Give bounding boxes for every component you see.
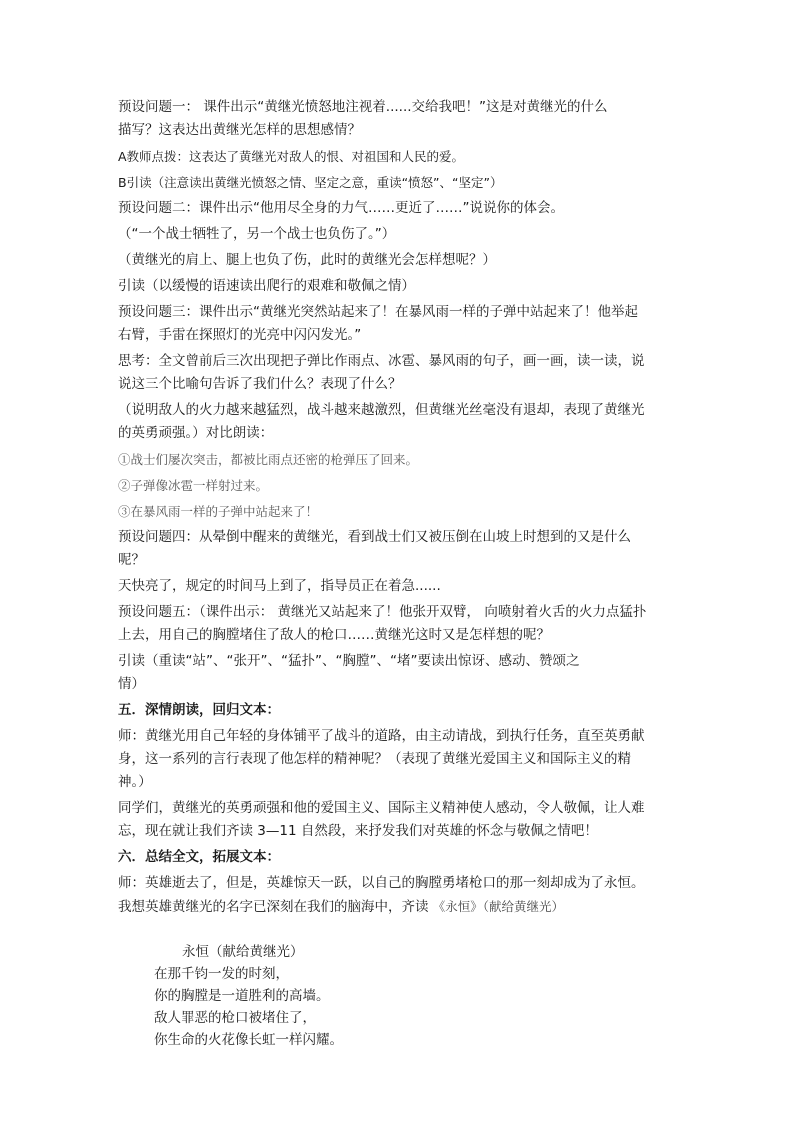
poem-line: 敌人罪恶的枪口被堵住了，	[154, 1010, 316, 1026]
paragraph-line: 师：黄继光用自己年轻的身体铺平了战斗的道路，由主动请战，到执行任务，直至英勇献	[118, 728, 645, 744]
paragraph-line: 思考：全文曾前后三次出现把子弹比作雨点、冰雹、暴风雨的句子，画一画，读一读，说	[118, 353, 645, 369]
paragraph-line: 预设问题二：课件出示“他用尽全身的力气……更近了……”说说你的体会。	[118, 200, 564, 216]
paragraph-line: 说这三个比喻句告诉了我们什么？表现了什么？	[118, 376, 402, 392]
paragraph-line	[118, 895, 678, 919]
paragraph-line: 预设问题一： 课件出示“黄继光愤怒地注视着......交给我吧！”这是对黄继光的什么	[118, 99, 608, 115]
paragraph-line: 引读（重读“站”、“张开”、“猛扑”、“胸膛”、“堵”要读出惊讶、感动、赞颂之	[118, 653, 580, 669]
poem-line: 你生命的火花像长虹一样闪耀。	[154, 1032, 343, 1048]
section-heading: 六．总结全文，拓展文本：	[118, 849, 280, 865]
paragraph-line: 同学们，黄继光的英勇顽强和他的爱国主义、国际主义精神使人感动，令人敬佩，让人难	[118, 800, 645, 816]
poem	[118, 941, 678, 1051]
paragraph-line: （说明敌人的火力越来越猛烈，战斗越来越激烈，但黄继光丝毫没有退却，表现了黄继光	[118, 402, 645, 418]
document-body	[118, 96, 678, 1051]
paragraph-line: B引读（注意读出黄继光愤怒之情、坚定之意，重读“愤怒”、“坚定”）	[118, 175, 503, 190]
poem-line: 在那千钧一发的时刻，	[154, 966, 289, 982]
poem-title: 永恒（献给黄继光）	[182, 944, 304, 960]
paragraph-line: 神。）	[118, 774, 152, 790]
paragraph-line: 师：英雄逝去了，但是，英雄惊天一跃，以自己的胸膛勇堵枪口的那一刻却成为了永恒。	[118, 875, 645, 891]
paragraph-line: （“一个战士牺牲了，另一个战士也负伤了。”）	[118, 226, 396, 242]
paragraph-line: 的英勇顽强。）对比朗读：	[118, 425, 274, 441]
reading-intro: 我想英雄黄继光的名字已深刻在我们的脑海中，齐读	[118, 899, 433, 915]
paragraph-line: 忘，现在就让我们齐读 3—11 自然段，来抒发我们对英雄的怀念与敬佩之情吧！	[118, 823, 598, 839]
comparison-sentence: ①战士们屡次突击，都被比雨点还密的枪弹压了回来。	[118, 452, 419, 467]
paragraph-line: 预设问题三：课件出示“黄继光突然站起来了！在暴风雨一样的子弹中站起来了！他举起	[118, 304, 638, 320]
comparison-sentence: ②子弹像冰雹一样射过来。	[118, 478, 269, 493]
section-heading: 五．深情朗读，回归文本：	[118, 702, 280, 718]
paragraph-line: （黄继光的肩上、腿上也负了伤，此时的黄继光会怎样想呢？）	[118, 252, 496, 268]
paragraph-line: 描写？这表达出黄继光怎样的思想感情？	[118, 122, 361, 138]
paragraph-line: 天快亮了，规定的时间马上到了，指导员正在着急......	[118, 578, 441, 594]
paragraph-line: 身，这一系列的言行表现了他怎样的精神呢？（表现了黄继光爱国主义和国际主义的精	[118, 751, 631, 767]
paragraph-line: 引读（以缓慢的语速读出爬行的艰难和敬佩之情）	[118, 278, 415, 294]
poem-line: 你的胸膛是一道胜利的高墙。	[154, 988, 330, 1004]
paragraph-line: A教师点拨：这表达了黄继光对敌人的恨、对祖国和人民的爱。	[118, 149, 465, 164]
comparison-sentence: ③在暴风雨一样的子弹中站起来了！	[118, 504, 319, 519]
paragraph-line: 右臂，手雷在探照灯的光亮中闪闪发光。”	[118, 327, 362, 343]
paragraph-line: 预设问题五：（课件出示： 黄继光又站起来了！他张开双臂， 向喷射着火舌的火力点猛扑	[118, 604, 647, 620]
poem-reference: 《永恒》（献给黄继光）	[432, 899, 565, 914]
paragraph-line: 上去，用自己的胸膛堵住了敌人的枪口……黄继光这时又是怎样想的呢？	[118, 627, 550, 643]
paragraph-line: 预设问题四：从晕倒中醒来的黄继光，看到战士们又被压倒在山坡上时想到的又是什么	[118, 529, 631, 545]
paragraph-line: 呢？	[118, 552, 145, 568]
paragraph-line: 情）	[118, 676, 145, 692]
